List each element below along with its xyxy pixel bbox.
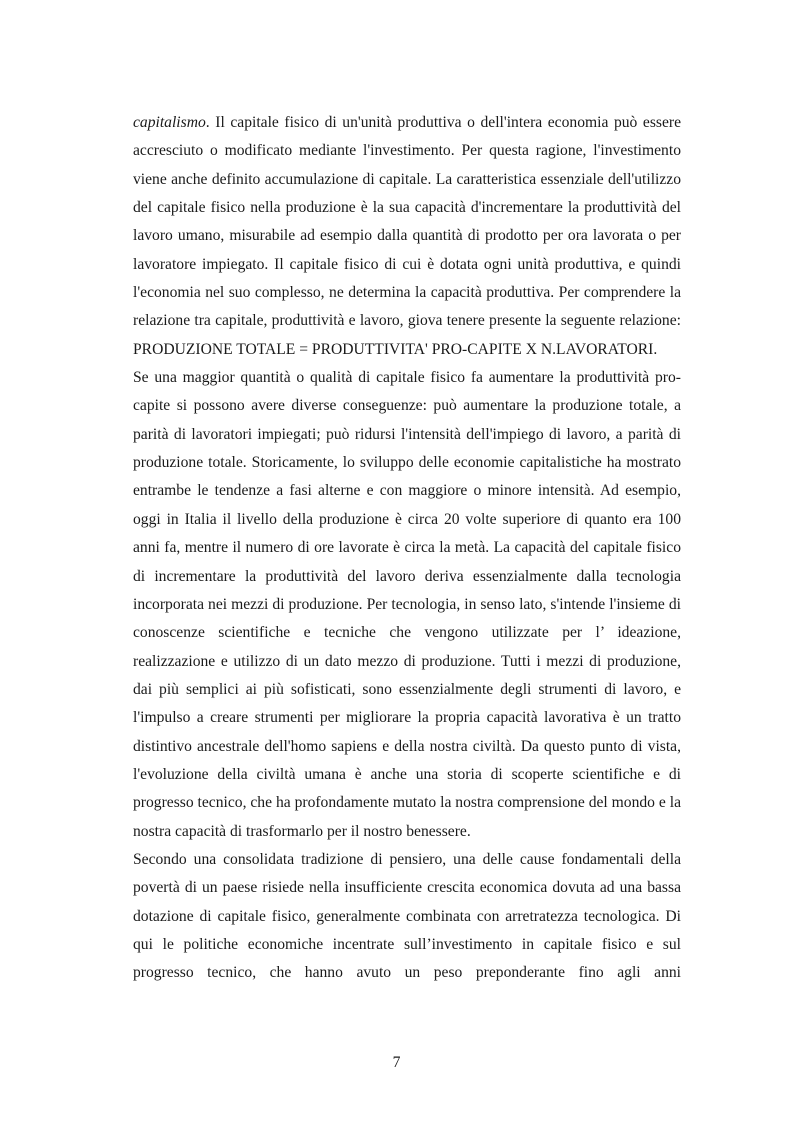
body-text xyxy=(133,109,681,988)
paragraph-1 xyxy=(133,109,681,364)
paragraph-3 xyxy=(133,846,681,988)
paragraph-2 xyxy=(133,364,681,846)
italic-term: capitalismo xyxy=(133,114,206,131)
paragraph-1-text: . Il capitale fisico di un'unità produttiva o dell'intera economia può essere accresciuto o modificato mediante l'investimento. Per questa ragione, l'investimento viene anche definito accumulazione di capitale. La caratteristica essenziale dell'utilizzo del capitale fisico nella produzione è la sua capacità d'incrementare la produttività del lavoro umano, misurabile ad esempio dalla quantità di prodotto per ora lavorata o per lavoratore impiegato. Il capitale fisico di cui è dotata ogni unità produttiva, e quindi l'economia nel suo complesso, ne determina la capacità produttiva. Per comprendere la relazione tra capitale, produttività e lavoro, giova tenere presente la seguente relazione: PRODUZIONE TOTALE = PRODUTTIVITA' PRO-CAPITE X N.LAVORATORI. xyxy=(133,114,681,358)
page-number: 7 xyxy=(392,1054,401,1071)
paragraph-2-text: Se una maggior quantità o qualità di capitale fisico fa aumentare la produttività pro-capite si possono avere diverse conseguenze: può aumentare la produzione totale, a parità di lavoratori impiegati; può ridursi l'intensità dell'impiego di lavoro, a parità di produzione totale. Storicamente, lo sviluppo delle economie capitalistiche ha mostrato entrambe le tendenze a fasi alterne e con maggiore o minore intensità. Ad esempio, oggi in Italia il livello della produzione è circa 20 volte superiore di quanto era 100 anni fa, mentre il numero di ore lavorate è circa la metà. La capacità del capitale fisico di incrementare la produttività del lavoro deriva essenzialmente dalla tecnologia incorporata nei mezzi di produzione. Per tecnologia, in senso lato, s'intende l'insieme di conoscenze scientifiche e tecniche che vengono utilizzate per l’ ideazione, realizzazione e utilizzo di un dato mezzo di produzione. Tutti i mezzi di produzione, dai più semplici ai più sofisticati, sono essenzialmente degli strumenti di lavoro, e l'impulso a creare strumenti per migliorare la propria capacità lavorativa è un tratto distintivo ancestrale dell'homo sapiens e della nostra civiltà. Da questo punto di vista, l'evoluzione della civiltà umana è anche una storia di scoperte scientifiche e di progresso tecnico, che ha profondamente mutato la nostra comprensione del mondo e la nostra capacità di trasformarlo per il nostro benessere. xyxy=(133,369,681,840)
paragraph-3-text: Secondo una consolidata tradizione di pensiero, una delle cause fondamentali della povertà di un paese risiede nella insufficiente crescita economica dovuta ad una bassa dotazione di capitale fisico, generalmente combinata con arretratezza tecnologica. Di qui le politiche economiche incentrate sull’investimento in capitale fisico e sul progresso tecnico, che hanno avuto un peso preponderante fino agli anni xyxy=(133,850,681,982)
